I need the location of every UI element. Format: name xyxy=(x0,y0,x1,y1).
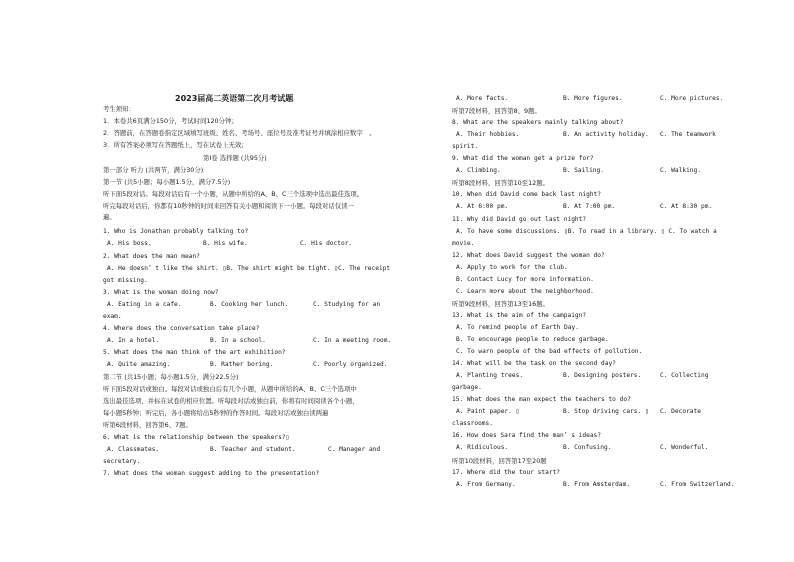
notice-item: 2．答题前，在答题卷指定区域填写班级、姓名、考场号、座位号及准考证号并填涂相应数字 。 xyxy=(103,129,376,137)
option: A. Classmates. xyxy=(107,446,160,453)
option-continuation: got missing. xyxy=(103,277,148,284)
option-line: A. He doesn’ t like the shirt. ▯B. The shirt might be tight. ▯C. The receipt xyxy=(107,265,391,272)
instruction: 听下面5段对话或独白。每段对话或独白后有几个小题，从题中所给的A、B、C三个选项中 xyxy=(103,385,357,393)
option: A. Climbing. xyxy=(456,167,501,175)
question-text: 17. Where did the tour start? xyxy=(452,468,561,476)
option: C. From Switzerland. xyxy=(660,480,735,488)
sub-heading: 第一节 (共5小题；每小题1.5分，满分7.5分) xyxy=(103,178,231,186)
option: A. Their hobbies. xyxy=(456,131,520,139)
instruction: 每小题5秒钟；听完后，各小题将给出5秒钟的作答时间。每段对话或独白读两遍 xyxy=(103,409,329,417)
option: B. Sailing. xyxy=(563,167,604,175)
option-continuation: classrooms. xyxy=(452,420,493,428)
option: B. More figures. xyxy=(563,95,623,102)
section-heading: 第I卷 选择题 (共95分) xyxy=(203,154,267,162)
question-text: 2. What does the man mean? xyxy=(103,253,200,260)
instruction: 听第9段材料，回答第13至16题。 xyxy=(452,299,550,308)
option: C. The teamwork xyxy=(660,131,716,139)
notice-item: 3．所有答案必须写在答题纸上，写在试卷上无效； xyxy=(103,141,248,149)
question-text: 6. What is the relationship between the speakers?▯ xyxy=(103,434,290,441)
option: B. Rather boring. xyxy=(210,361,274,368)
question-text: 16. How does Sara find the man’ s ideas? xyxy=(452,432,602,440)
question-text: 10. When did David come back last night? xyxy=(452,191,602,199)
instruction: 听第6段材料，回答第6、7题。 xyxy=(103,421,192,429)
option: C. Collecting xyxy=(660,372,709,380)
notice-item: 1．本卷共6页满分150分，考试时间120分钟； xyxy=(103,117,238,125)
option: B. An activity holiday. xyxy=(563,131,649,139)
question-text: 9. What did the woman get a prize for? xyxy=(452,155,594,163)
option: A. At 6:00 pm. xyxy=(456,203,509,211)
option: B. Designing posters. xyxy=(563,372,642,380)
question-text: A. Apply to work for the club. xyxy=(456,263,568,271)
option: B. Confusing. xyxy=(563,444,612,452)
sub-heading: 第二节 (共15小题；每小题1.5分，满分22.5分) xyxy=(103,373,239,381)
option: C. More pictures. xyxy=(660,95,724,102)
page-title: 2023届高二英语第二次月考试题 xyxy=(175,94,294,103)
question-text: 12. What does David suggest the woman do? xyxy=(452,251,605,259)
option-continuation: secretary. xyxy=(103,458,141,465)
instruction: 听第7段材料，回答第8、9题。 xyxy=(452,107,541,116)
option: C. His doctor. xyxy=(300,240,353,247)
instruction: 听完每段对话后，你都有10秒钟的时间来回答有关小题和阅读下一小题。每段对话仅读一 xyxy=(103,202,354,210)
question-text: 13. What is the aim of the campaign? xyxy=(452,311,587,319)
option: C. Manager and xyxy=(328,446,381,453)
option-continuation: exam. xyxy=(103,313,122,320)
option: A. Paint paper. ▯ xyxy=(456,408,520,416)
question-text: C. Learn more about the neighborhood. xyxy=(456,287,594,295)
option: A. From Germany. xyxy=(456,480,516,488)
question-text: 4. Where does the conversation take place? xyxy=(103,325,260,332)
question-text: 5. What does the man think of the art exhibition? xyxy=(103,349,286,356)
option: A. Ridiculous. xyxy=(456,444,509,452)
instruction: 遍。 xyxy=(103,213,116,221)
question-text: 8. What are the speakers mainly talking about? xyxy=(452,119,624,127)
question-text: C. To warn people of the bad effects of pollution. xyxy=(456,348,643,356)
option: C. Wonderful. xyxy=(660,444,709,452)
option: C. Poorly organized. xyxy=(313,361,388,368)
option: C. Decorate xyxy=(660,408,701,416)
option: A. Quite amazing. xyxy=(107,361,171,368)
option-continuation: spirit. xyxy=(452,143,479,151)
instruction: 听第8段材料，回答第10至12题。 xyxy=(452,179,550,188)
option: A. More facts. xyxy=(456,95,509,102)
question-text: 14. What will be the task on the second day? xyxy=(452,360,616,368)
question-text: 15. What does the man expect the teachers to do? xyxy=(452,396,631,404)
option: A. Eating in a cafe. xyxy=(107,301,182,308)
question-text: 7. What does the woman suggest adding to the presentation? xyxy=(103,470,320,477)
question-text: 1. Who is Jonathan probably talking to? xyxy=(103,228,249,235)
option: C. Walking. xyxy=(660,167,701,175)
option: B. In a school. xyxy=(210,337,266,344)
instruction: 选出最佳选项，并标在试卷的相应位置。听每段对话或独白前，你将有时间阅读各个小题， xyxy=(103,397,359,405)
notice-head: 考生须知： xyxy=(103,105,135,113)
question-text: B. To encourage people to reduce garbage. xyxy=(456,336,609,343)
option: B. His wife. xyxy=(203,240,248,247)
part-heading: 第一部分 听力 (共两节，满分30分) xyxy=(103,166,204,174)
option: B. Cooking her lunch. xyxy=(210,301,289,308)
option: C. In a meeting room. xyxy=(313,337,392,344)
option: C. Studying for an xyxy=(313,301,381,308)
question-text: 11. Why did David go out last night? xyxy=(452,215,587,223)
option: B. Teacher and student. xyxy=(210,446,296,453)
option: B. From Amsterdam. xyxy=(563,480,631,488)
question-text: 3. What is the woman doing now? xyxy=(103,289,219,296)
option-continuation: garbage. xyxy=(452,384,482,392)
question-text: A. To remind people of Earth Day. xyxy=(456,323,579,331)
instruction: 听第10段材料，回答第17至20题 xyxy=(452,456,547,465)
option-line: A. To have some discussions. ▯B. To read in a library. ▯ C. To watch a xyxy=(456,227,717,235)
instruction: 听下面5段对话。每段对话后有一个小题，从题中所给的A、B、C三个选项中选出最佳选项。 xyxy=(103,190,364,198)
option-continuation: movie. xyxy=(452,239,475,247)
option: B. At 7:00 pm. xyxy=(563,203,616,211)
option: C. At 8:30 pm. xyxy=(660,203,713,211)
option: B. Stop driving cars. ▯ xyxy=(563,408,649,416)
question-text: B. Contact Lucy for more information. xyxy=(456,275,594,283)
option: A. Planting trees. xyxy=(456,372,524,380)
option: A. In a hotel. xyxy=(107,337,160,344)
option: A. His boss. xyxy=(107,240,152,247)
